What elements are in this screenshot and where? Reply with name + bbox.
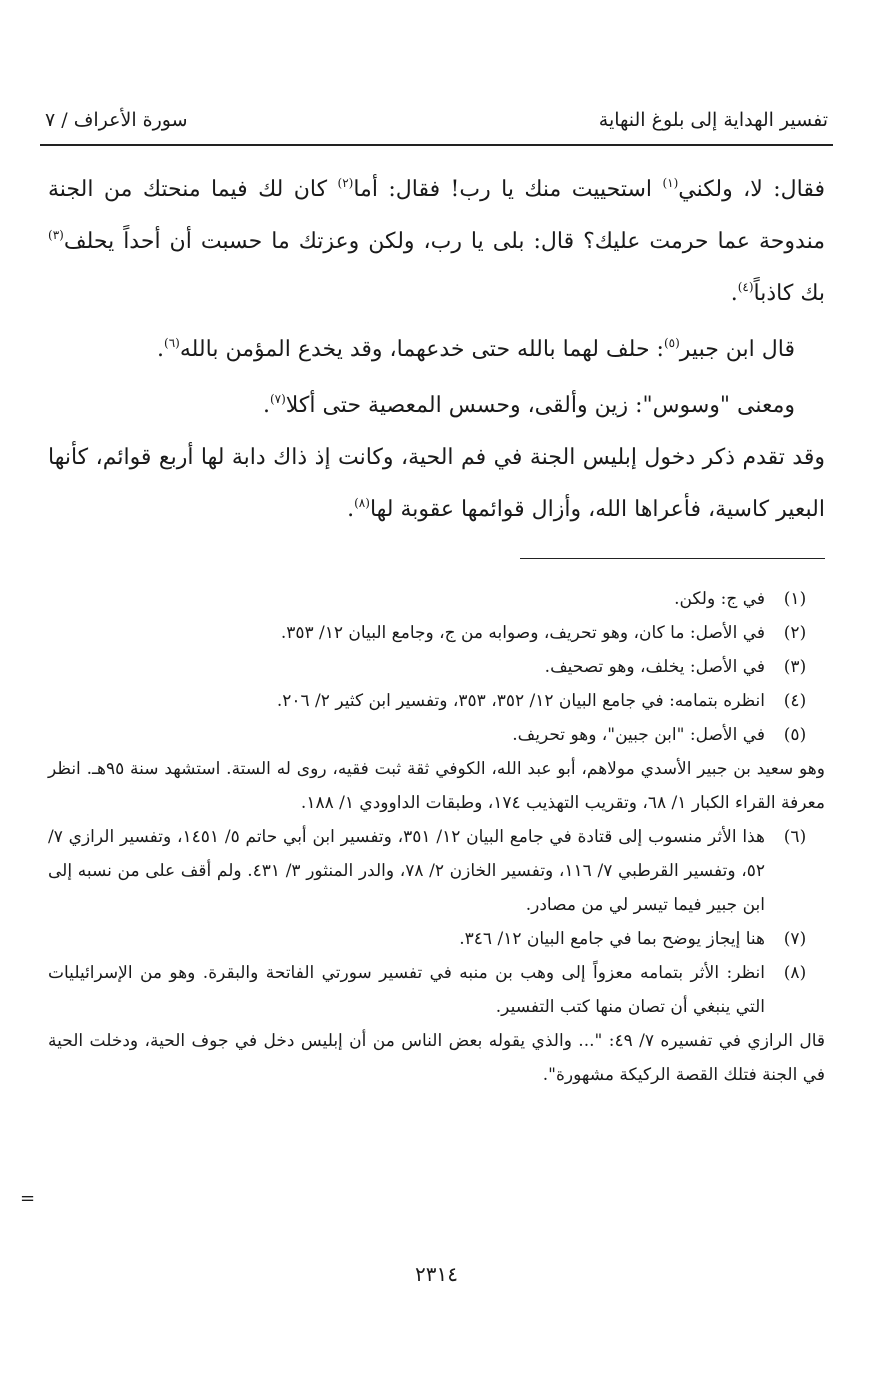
- body-text: كان لك فيما منحتك من الجنة مندوحة عما حرمت عليك؟ قال: بلى يا رب، ولكن وعزتك ما حسبت أن أحداً يحلف: [48, 177, 825, 254]
- footnote-ref[interactable]: (١): [662, 176, 679, 190]
- footnote-ref[interactable]: (٤): [737, 280, 754, 294]
- footnote-continuation: وهو سعيد بن جبير الأسدي مولاهم، أبو عبد الله، الكوفي ثقة ثبت فقيه، روى له الستة. استشهد سنة ٩٥هـ. انظر معرفة القراء الكبار ١/ ٦٨، وتقريب التهذيب ١٧٤، وطبقات الداوودي ١/ ١٨٨.: [48, 759, 825, 813]
- footnote: [48, 582, 825, 616]
- footnote-number: (٦): [783, 827, 807, 847]
- footnote-continuation: قال الرازي في تفسيره ٧/ ٤٩: "... والذي يقوله بعض الناس من أن إبليس دخل في جوف الحية، ودخلت الحية في الجنة فتلك القصة الركيكة مشهورة".: [48, 1031, 825, 1085]
- footnote-text: هنا إيجاز يوضح بما في جامع البيان ١٢/ ٣٤٦.: [459, 929, 765, 949]
- surah-label: سورة الأعراف / ٧: [45, 109, 188, 131]
- footnote-ref[interactable]: (٧): [269, 392, 286, 406]
- footnotes: [48, 582, 825, 1092]
- footnote-text: هذا الأثر منسوب إلى قتادة في جامع البيان ١٢/ ٣٥١، وتفسير ابن أبي حاتم ٥/ ١٤٥١، وتفسير الرازي ٧/ ٥٢، وتفسير القرطبي ٧/ ١١٦، وتفسير الخازن ٢/ ٧٨، والدر المنثور ٣/ ٤٣١. ولم أقف على من نسبه إلى ابن جبير فيما تيسر لي من مصادر.: [48, 827, 765, 915]
- footnote-ref[interactable]: (٢): [337, 176, 354, 190]
- body-text: استحييت منك يا رب! فقال: أما: [353, 177, 663, 202]
- body-paragraph: [48, 164, 825, 320]
- body-text: بك كاذباً: [753, 281, 825, 306]
- footnote-text: في ج: ولكن.: [674, 589, 765, 609]
- footnote: [48, 820, 825, 922]
- footnote-ref[interactable]: (٣): [48, 228, 64, 242]
- body-paragraph: [48, 324, 825, 376]
- body-text: فقال: لا، ولكني: [678, 177, 825, 202]
- footnote-text: في الأصل: يخلف، وهو تصحيف.: [544, 657, 765, 677]
- page-number: ٢٣١٤: [415, 1262, 458, 1286]
- footnote-number: (٥): [783, 725, 807, 745]
- running-header: [45, 103, 828, 137]
- body-text: .: [262, 393, 270, 418]
- footnote: [48, 956, 825, 1024]
- body-text: وقد تقدم ذكر دخول إبليس الجنة في فم الحية، وكانت إذ ذاك دابة لها أربع قوائم، كأنها البعير كاسية، فأعراها الله، وأزال قوائمها عقوبة لها: [48, 445, 825, 522]
- footnote-number: (٣): [783, 657, 807, 677]
- body-text: ومعنى "وسوس": زين وألقى، وحسس المعصية حتى أكلا: [285, 393, 795, 418]
- footnote-number: (٢): [783, 623, 807, 643]
- footnote-ref[interactable]: (٦): [164, 336, 180, 350]
- body-paragraph: [48, 380, 825, 432]
- body-text: .: [157, 337, 165, 362]
- footnote: [48, 922, 825, 956]
- footnote-ref[interactable]: (٥): [663, 336, 680, 350]
- body-text: قال ابن جبير: [679, 337, 795, 362]
- footnote-ref[interactable]: (٨): [354, 496, 370, 510]
- footnote-separator: [520, 558, 825, 559]
- footnote-text: انظر: الأثر بتمامه معزواً إلى وهب بن منبه في تفسير سورتي الفاتحة والبقرة. وهو من الإسرائيليات التي ينبغي أن تصان منها كتب التفسير.: [48, 963, 765, 1017]
- body-text: .: [347, 497, 355, 522]
- footnote: [48, 616, 825, 650]
- footnote: [48, 684, 825, 718]
- footnote: [48, 650, 825, 684]
- footnote-text: في الأصل: "ابن جبين"، وهو تحريف.: [512, 725, 765, 745]
- body-text: : حلف لهما بالله حتى خدعهما، وقد يخدع المؤمن بالله: [179, 337, 664, 362]
- margin-mark: =: [20, 1188, 36, 1209]
- footnote-number: (٨): [783, 963, 807, 983]
- footnote-number: (٤): [783, 691, 807, 711]
- footnote-text: انظره بتمامه: في جامع البيان ١٢/ ٣٥٢، ٣٥٣، وتفسير ابن كثير ٢/ ٢٠٦.: [276, 691, 765, 711]
- book-title: تفسير الهداية إلى بلوغ النهاية: [598, 109, 828, 131]
- body-paragraph: [48, 432, 825, 536]
- footnote-number: (٧): [783, 929, 807, 949]
- footnote-number: (١): [783, 589, 807, 609]
- footnote: [48, 718, 825, 752]
- main-text: [48, 164, 825, 536]
- header-rule: [40, 144, 833, 146]
- footnote-text: في الأصل: ما كان، وهو تحريف، وصوابه من ج، وجامع البيان ١٢/ ٣٥٣.: [280, 623, 765, 643]
- body-text: .: [730, 281, 738, 306]
